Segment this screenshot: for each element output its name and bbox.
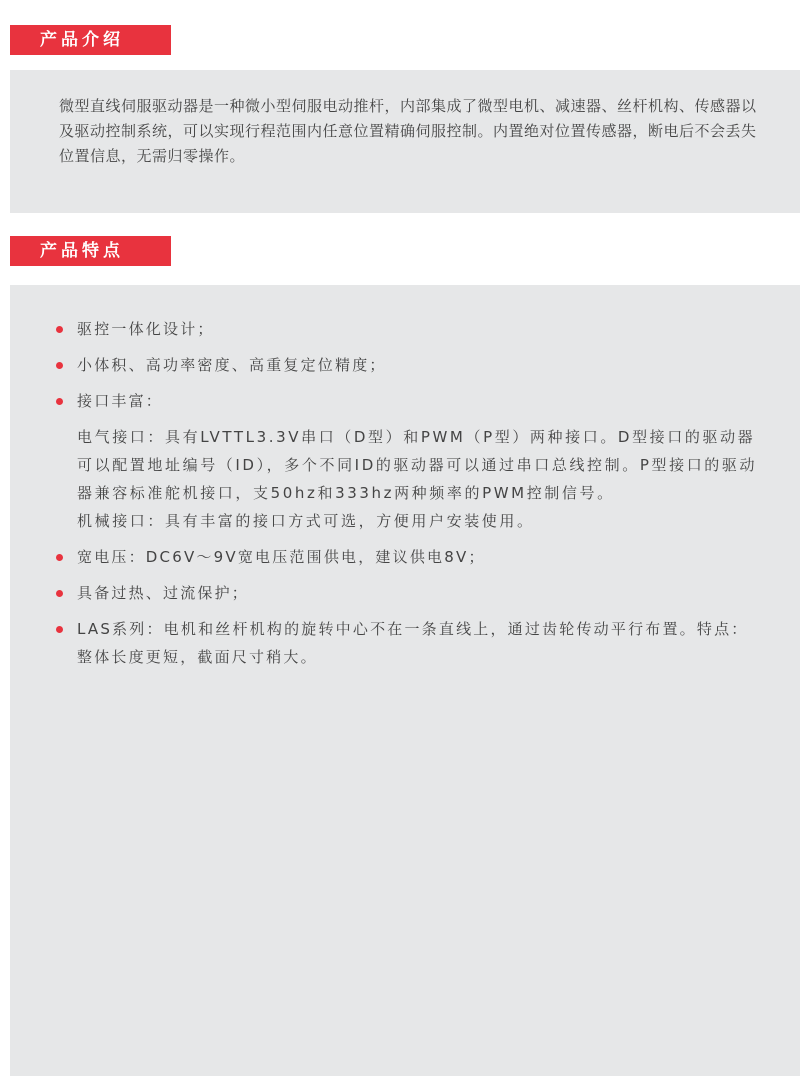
features-panel: [10, 285, 800, 1076]
feature-item: [55, 387, 765, 415]
bullet-dot-icon: [56, 326, 63, 333]
feature-list: [55, 315, 765, 679]
bullet-dot-icon: [56, 362, 63, 369]
feature-text: LAS系列：电机和丝杆机构的旋转中心不在一条直线上，通过齿轮传动平行布置。特点：整体长度更短，截面尺寸稍大。: [77, 620, 749, 666]
section-tag-intro: 产品介绍: [10, 25, 171, 55]
section-tag-features: 产品特点: [10, 236, 171, 266]
bullet-dot-icon: [56, 590, 63, 597]
feature-text: 小体积、高功率密度、高重复定位精度；: [77, 356, 387, 374]
bullet-dot-icon: [56, 554, 63, 561]
feature-item: [55, 315, 765, 343]
intro-text: 微型直线伺服驱动器是一种微小型伺服电动推杆，内部集成了微型电机、减速器、丝杆机构、传感器以及驱动控制系统，可以实现行程范围内任意位置精确伺服控制。内置绝对位置传感器，断电后不会丢失位置信息，无需归零操作。: [59, 97, 757, 165]
intro-panel: [10, 70, 800, 213]
bullet-dot-icon: [56, 626, 63, 633]
electrical-interface-text: 电气接口：具有LVTTL3.3V串口（D型）和PWM（P型）两种接口。D型接口的驱动器可以配置地址编号（ID），多个不同ID的驱动器可以通过串口总线控制。P型接口的驱动器兼容标准舵机接口，支50hz和333hz两种频率的PWM控制信号。: [77, 428, 758, 502]
feature-text: 接口丰富：: [77, 392, 164, 410]
feature-item: [55, 579, 765, 607]
feature-text: 驱控一体化设计；: [77, 320, 215, 338]
feature-item: [55, 351, 765, 379]
feature-item: [55, 543, 765, 571]
feature-item: [55, 615, 765, 671]
bullet-dot-icon: [56, 398, 63, 405]
mechanical-interface-text: 机械接口：具有丰富的接口方式可选，方便用户安装使用。: [77, 512, 535, 530]
interface-details: [55, 423, 765, 535]
feature-text: 具备过热、过流保护；: [77, 584, 250, 602]
feature-text: 宽电压：DC6V～9V宽电压范围供电，建议供电8V；: [77, 548, 486, 566]
